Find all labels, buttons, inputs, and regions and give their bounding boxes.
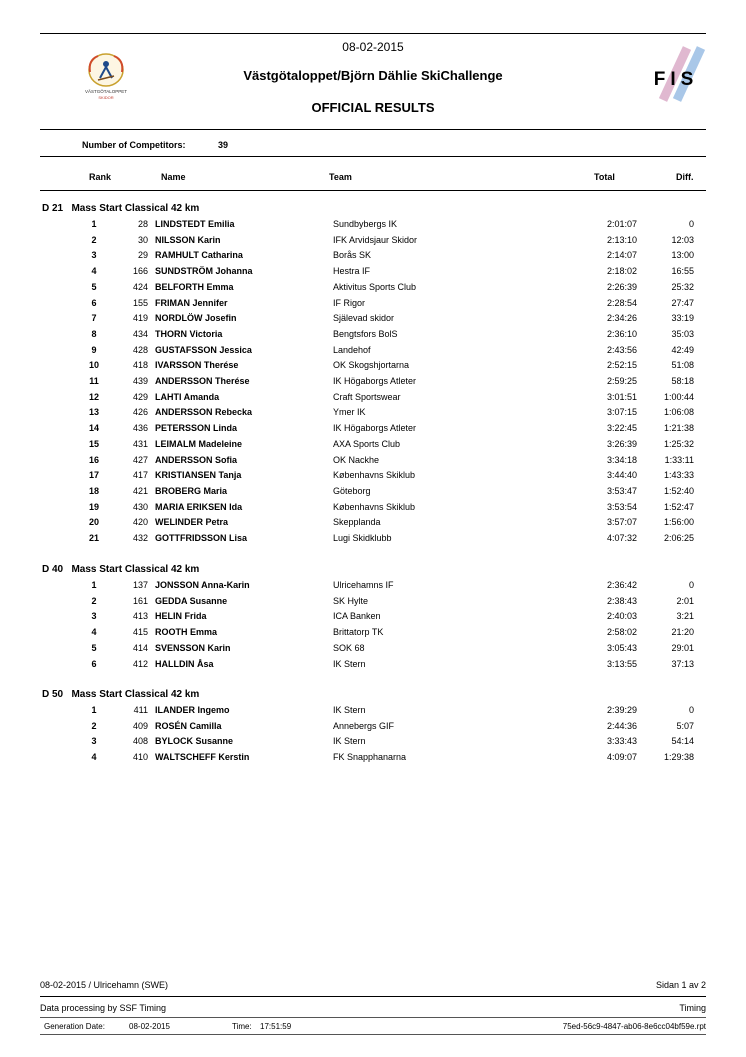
total-time: 3:01:51 xyxy=(606,391,637,402)
team-name: IFK Arvidsjaur Skidor xyxy=(333,234,418,245)
athlete-name: NORDLÖW Josefin xyxy=(155,313,237,324)
result-row xyxy=(0,611,746,626)
bib-cell: 409 xyxy=(132,720,148,731)
time-diff: 3:21 xyxy=(676,611,694,622)
total-time: 2:52:15 xyxy=(606,360,637,371)
rank-cell: 2 xyxy=(91,595,97,606)
rank-cell: 8 xyxy=(91,328,97,339)
total-time: 3:34:18 xyxy=(606,454,637,465)
fis-logo-text: FIS xyxy=(653,69,699,90)
athlete-name: BROBERG Maria xyxy=(155,485,228,496)
team-name: IK Stern xyxy=(333,736,366,747)
time-diff: 42:49 xyxy=(671,344,694,355)
bib-cell: 427 xyxy=(132,454,148,465)
total-time: 4:09:07 xyxy=(606,752,637,763)
athlete-name: KRISTIANSEN Tanja xyxy=(155,470,242,481)
bib-cell: 420 xyxy=(132,517,148,528)
rank-cell: 9 xyxy=(91,344,97,355)
total-time: 4:07:32 xyxy=(606,533,637,543)
time-diff: 29:01 xyxy=(671,642,694,653)
result-row xyxy=(0,407,746,422)
total-time: 3:05:43 xyxy=(606,642,637,653)
total-time: 2:43:56 xyxy=(606,344,637,355)
column-header-rule xyxy=(40,190,706,191)
rank-cell: 21 xyxy=(88,533,99,543)
column-header-diff: Diff. xyxy=(676,172,694,182)
team-name: OK Skogshjortarna xyxy=(333,360,410,371)
result-row xyxy=(0,705,746,720)
category-title: D 40 Mass Start Classical 42 km xyxy=(42,564,200,575)
result-row xyxy=(0,376,746,391)
time-diff: 1:52:40 xyxy=(663,485,694,496)
team-name: IK Högaborgs Atleter xyxy=(333,423,417,434)
athlete-name: WELINDER Petra xyxy=(155,517,229,528)
athlete-name: JONSSON Anna-Karin xyxy=(155,580,250,590)
column-header-name: Name xyxy=(161,172,186,182)
total-time: 3:07:15 xyxy=(606,407,637,418)
bib-cell: 28 xyxy=(137,219,148,229)
athlete-name: THORN Victoria xyxy=(155,328,223,339)
result-row xyxy=(0,486,746,501)
time-diff: 27:47 xyxy=(671,297,694,308)
time-diff: 0 xyxy=(688,705,694,715)
athlete-name: ANDERSSON Sofia xyxy=(155,454,238,465)
result-row xyxy=(0,392,746,407)
time-diff: 58:18 xyxy=(671,376,694,386)
footer-timing: Timing xyxy=(679,1003,706,1013)
result-row xyxy=(0,250,746,265)
bib-cell: 155 xyxy=(132,297,148,308)
result-row xyxy=(0,596,746,611)
competitors-label: Number of Competitors: xyxy=(82,140,186,150)
result-row xyxy=(0,329,746,344)
fis-logo xyxy=(643,46,707,102)
team-name: Ymer IK xyxy=(333,407,366,418)
rank-cell: 7 xyxy=(91,313,97,324)
time-diff: 1:25:32 xyxy=(663,438,694,449)
time-diff: 25:32 xyxy=(671,281,694,292)
team-name: Landehof xyxy=(333,344,371,355)
team-name: Sundbybergs IK xyxy=(333,219,398,229)
time-diff: 1:06:08 xyxy=(663,407,694,418)
footer-file-id: 75ed-56c9-4847-ab06-8e6cc04bf59e.rpt xyxy=(562,1022,706,1031)
athlete-name: NILSSON Karin xyxy=(155,234,221,245)
footer-place: 08-02-2015 / Ulricehamn (SWE) xyxy=(40,980,169,990)
team-name: Lugi Skidklubb xyxy=(333,533,392,543)
bib-cell: 428 xyxy=(132,344,148,355)
team-name: Borås SK xyxy=(333,250,372,261)
athlete-name: ROSÉN Camilla xyxy=(155,720,222,731)
bib-cell: 413 xyxy=(132,611,148,622)
result-row xyxy=(0,360,746,375)
athlete-name: WALTSCHEFF Kerstin xyxy=(155,752,250,763)
footer-time-value: 17:51:59 xyxy=(260,1022,292,1031)
athlete-name: ANDERSSON Rebecka xyxy=(155,407,253,418)
time-diff: 21:20 xyxy=(671,627,694,638)
total-time: 2:28:54 xyxy=(606,297,637,308)
total-time: 2:58:02 xyxy=(606,627,637,638)
bib-cell: 166 xyxy=(132,266,148,277)
rank-cell: 14 xyxy=(88,423,99,434)
header-rule xyxy=(40,129,706,130)
athlete-name: LAHTI Amanda xyxy=(155,391,220,402)
team-name: AXA Sports Club xyxy=(333,438,401,449)
rank-cell: 5 xyxy=(91,642,97,653)
team-name: IK Stern xyxy=(333,705,366,715)
team-name: Københavns Skiklub xyxy=(333,501,416,512)
top-rule xyxy=(40,33,706,34)
athlete-name: PETERSSON Linda xyxy=(155,423,238,434)
column-header-team: Team xyxy=(329,172,352,182)
athlete-name: LEIMALM Madeleine xyxy=(155,438,243,449)
footer-rule-1 xyxy=(40,996,706,997)
team-name: Själevad skidor xyxy=(333,313,395,324)
team-name: Aktivitus Sports Club xyxy=(333,281,417,292)
team-name: Annebergs GIF xyxy=(333,720,395,731)
athlete-name: ANDERSSON Therése xyxy=(155,376,250,386)
time-diff: 1:52:47 xyxy=(663,501,694,512)
athlete-name: HALLDIN Åsa xyxy=(155,658,214,669)
time-diff: 2:06:25 xyxy=(663,533,694,543)
result-row xyxy=(0,282,746,297)
bib-cell: 419 xyxy=(132,313,148,324)
team-name: Craft Sportswear xyxy=(333,391,401,402)
team-name: Göteborg xyxy=(333,485,371,496)
time-diff: 2:01 xyxy=(676,595,694,606)
rank-cell: 10 xyxy=(88,360,99,371)
bib-cell: 415 xyxy=(132,627,148,638)
athlete-name: FRIMAN Jennifer xyxy=(155,297,228,308)
team-name: IK Stern xyxy=(333,658,366,669)
result-row xyxy=(0,659,746,674)
time-diff: 1:29:38 xyxy=(663,752,694,763)
bib-cell: 30 xyxy=(137,234,148,245)
result-row xyxy=(0,298,746,313)
bib-cell: 430 xyxy=(132,501,148,512)
time-diff: 54:14 xyxy=(671,736,694,747)
result-row xyxy=(0,455,746,470)
time-diff: 1:56:00 xyxy=(663,517,694,528)
bib-cell: 424 xyxy=(132,281,148,292)
rank-cell: 17 xyxy=(88,470,99,481)
rank-cell: 20 xyxy=(88,517,99,528)
total-time: 3:22:45 xyxy=(606,423,637,434)
total-time: 2:59:25 xyxy=(606,376,637,386)
category-title: D 21 Mass Start Classical 42 km xyxy=(42,203,200,214)
result-row xyxy=(0,721,746,736)
bib-cell: 426 xyxy=(132,407,148,418)
rank-cell: 3 xyxy=(91,736,97,747)
footer-processing: Data processing by SSF Timing xyxy=(40,1003,167,1013)
result-row xyxy=(0,627,746,642)
footer-time-label: Time: xyxy=(232,1022,252,1031)
rank-cell: 18 xyxy=(88,485,99,496)
team-name: Københavns Skiklub xyxy=(333,470,416,481)
rank-cell: 4 xyxy=(91,627,97,638)
team-name: OK Nackhe xyxy=(333,454,380,465)
time-diff: 12:03 xyxy=(671,234,694,245)
result-row xyxy=(0,423,746,438)
logo-left-line1: VÄSTGÖTALOPPET xyxy=(85,89,127,94)
result-row xyxy=(0,502,746,517)
rank-cell: 4 xyxy=(91,266,97,277)
total-time: 2:38:43 xyxy=(606,595,637,606)
rank-cell: 6 xyxy=(91,658,97,669)
total-time: 2:26:39 xyxy=(606,281,637,292)
result-row xyxy=(0,266,746,281)
time-diff: 33:19 xyxy=(671,313,694,324)
result-row xyxy=(0,517,746,532)
bib-cell: 436 xyxy=(132,423,148,434)
event-title: Västgötaloppet/Björn Dählie SkiChallenge xyxy=(243,68,503,83)
category-title: D 50 Mass Start Classical 42 km xyxy=(42,689,200,700)
team-name: ICA Banken xyxy=(333,611,381,622)
team-name: Ulricehamns IF xyxy=(333,580,394,590)
total-time: 3:44:40 xyxy=(606,470,637,481)
time-diff: 5:07 xyxy=(676,720,694,731)
result-row xyxy=(0,752,746,767)
result-row xyxy=(0,470,746,485)
time-diff: 37:13 xyxy=(671,658,694,669)
time-diff: 0 xyxy=(688,580,694,590)
athlete-name: ROOTH Emma xyxy=(155,627,218,638)
rank-cell: 2 xyxy=(91,234,97,245)
bib-cell: 417 xyxy=(132,470,148,481)
team-name: IK Högaborgs Atleter xyxy=(333,376,417,386)
team-name: Brittatorp TK xyxy=(333,627,384,638)
result-row xyxy=(0,235,746,250)
rank-cell: 6 xyxy=(91,297,97,308)
results-title: OFFICIAL RESULTS xyxy=(311,100,435,115)
time-diff: 51:08 xyxy=(671,360,694,371)
team-name: SOK 68 xyxy=(333,642,365,653)
total-time: 3:13:55 xyxy=(606,658,637,669)
column-header-total: Total xyxy=(594,172,615,182)
total-time: 3:53:54 xyxy=(606,501,637,512)
athlete-name: GOTTFRIDSSON Lisa xyxy=(155,533,248,543)
team-name: Skepplanda xyxy=(333,517,381,528)
result-row xyxy=(0,345,746,360)
bib-cell: 408 xyxy=(132,736,148,747)
time-diff: 35:03 xyxy=(671,328,694,339)
rank-cell: 15 xyxy=(88,438,99,449)
total-time: 2:18:02 xyxy=(606,266,637,277)
rank-cell: 1 xyxy=(91,705,97,715)
report-date: 08-02-2015 xyxy=(342,40,404,54)
time-diff: 1:21:38 xyxy=(663,423,694,434)
footer-page: Sidan 1 av 2 xyxy=(655,980,706,990)
result-row xyxy=(0,580,746,595)
footer-rule-2 xyxy=(40,1017,706,1018)
rank-cell: 3 xyxy=(91,250,97,261)
total-time: 3:53:47 xyxy=(606,485,637,496)
total-time: 3:33:43 xyxy=(606,736,637,747)
footer-generation-date: 08-02-2015 xyxy=(129,1022,170,1031)
athlete-name: LINDSTEDT Emilia xyxy=(155,219,235,229)
footer-rule-3 xyxy=(40,1034,706,1035)
rank-cell: 4 xyxy=(91,752,97,763)
result-row xyxy=(0,313,746,328)
bib-cell: 439 xyxy=(132,376,148,386)
athlete-name: SVENSSON Karin xyxy=(155,642,231,653)
total-time: 2:40:03 xyxy=(606,611,637,622)
bib-cell: 29 xyxy=(137,250,148,261)
team-name: IF Rigor xyxy=(333,297,366,308)
bib-cell: 414 xyxy=(132,642,148,653)
bib-cell: 411 xyxy=(133,705,148,715)
time-diff: 1:00:44 xyxy=(663,391,694,402)
team-name: SK Hylte xyxy=(333,595,369,606)
total-time: 2:36:10 xyxy=(606,328,637,339)
competitors-count: 39 xyxy=(218,140,229,150)
bib-cell: 432 xyxy=(132,533,148,543)
rank-cell: 3 xyxy=(91,611,97,622)
total-time: 3:57:07 xyxy=(606,517,637,528)
team-name: FK Snapphanarna xyxy=(333,752,407,763)
rank-cell: 16 xyxy=(88,454,99,465)
athlete-name: IVARSSON Therése xyxy=(155,360,239,371)
bib-cell: 431 xyxy=(132,438,148,449)
result-row xyxy=(0,533,746,548)
rank-cell: 1 xyxy=(91,219,97,229)
total-time: 2:34:26 xyxy=(606,313,637,324)
time-diff: 16:55 xyxy=(671,266,694,277)
time-diff: 1:33:11 xyxy=(664,454,694,465)
rank-cell: 5 xyxy=(91,281,97,292)
time-diff: 1:43:33 xyxy=(663,470,694,481)
bib-cell: 412 xyxy=(132,658,148,669)
team-name: Bengtsfors BolS xyxy=(333,328,398,339)
athlete-name: BYLOCK Susanne xyxy=(155,736,234,747)
bib-cell: 137 xyxy=(132,580,148,590)
rank-cell: 1 xyxy=(91,580,97,590)
time-diff: 13:00 xyxy=(671,250,694,261)
total-time: 3:26:39 xyxy=(606,438,637,449)
athlete-name: HELIN Frida xyxy=(155,611,207,622)
total-time: 2:13:10 xyxy=(606,234,637,245)
result-row xyxy=(0,439,746,454)
rank-cell: 2 xyxy=(91,720,97,731)
bib-cell: 410 xyxy=(132,752,148,763)
total-time: 2:36:42 xyxy=(606,580,637,590)
total-time: 2:14:07 xyxy=(606,250,637,261)
athlete-name: GUSTAFSSON Jessica xyxy=(155,344,252,355)
rank-cell: 13 xyxy=(88,407,99,418)
total-time: 2:39:29 xyxy=(606,705,637,715)
logo-left-line2: SKIDOR xyxy=(98,95,114,100)
athlete-name: MARIA ERIKSEN Ida xyxy=(155,501,243,512)
result-row xyxy=(0,736,746,751)
time-diff: 0 xyxy=(688,219,694,229)
footer-generation-label: Generation Date: xyxy=(44,1022,105,1031)
bib-cell: 418 xyxy=(132,360,148,371)
bib-cell: 161 xyxy=(132,595,148,606)
result-row xyxy=(0,219,746,234)
rank-cell: 11 xyxy=(89,376,99,386)
total-time: 2:01:07 xyxy=(606,219,637,229)
bib-cell: 434 xyxy=(132,328,148,339)
rank-cell: 12 xyxy=(88,391,99,402)
team-name: Hestra IF xyxy=(333,266,371,277)
bib-cell: 429 xyxy=(132,391,148,402)
athlete-name: BELFORTH Emma xyxy=(155,281,234,292)
column-header-rank: Rank xyxy=(89,172,112,182)
athlete-name: RAMHULT Catharina xyxy=(155,250,243,261)
athlete-name: SUNDSTRÖM Johanna xyxy=(155,266,253,277)
result-row xyxy=(0,643,746,658)
summary-rule xyxy=(40,156,706,157)
bib-cell: 421 xyxy=(132,485,148,496)
total-time: 2:44:36 xyxy=(606,720,637,731)
athlete-name: GEDDA Susanne xyxy=(155,595,228,606)
rank-cell: 19 xyxy=(88,501,99,512)
athlete-name: ILANDER Ingemo xyxy=(155,705,230,715)
